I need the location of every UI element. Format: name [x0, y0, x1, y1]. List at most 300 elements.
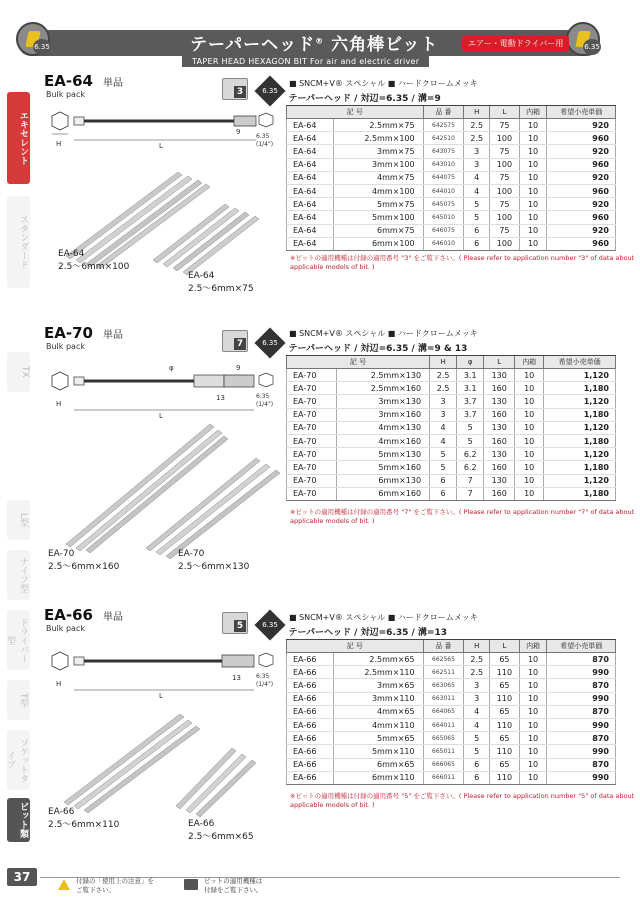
table-caption: テーパーヘッド / 対辺=6.35 / 溝=13: [287, 624, 616, 640]
table-row: [287, 487, 616, 500]
cell-box: 10: [515, 395, 544, 408]
cell-box: 10: [519, 679, 547, 692]
svg-text:φ: φ: [169, 364, 174, 372]
header-hinban: 品 番: [423, 106, 464, 119]
cell-box: 10: [519, 145, 547, 158]
cell-H: 2.5: [464, 119, 490, 132]
table-row: [287, 408, 616, 421]
cell-box: 10: [515, 421, 544, 434]
pack-count-icon: 5: [222, 612, 248, 634]
cell-price: 870: [547, 679, 616, 692]
book-icon: [184, 879, 198, 890]
cell-price: 960: [547, 237, 616, 250]
sidebar-item-knife-type[interactable]: ナイフ型: [7, 550, 30, 600]
cell-H: 6: [464, 771, 490, 784]
cell-L: 100: [490, 184, 520, 197]
cell-model: EA-64: [287, 145, 334, 158]
table-row: [287, 184, 616, 197]
cell-H: 2.5: [430, 369, 457, 382]
cell-model: EA-66: [287, 692, 334, 705]
page-title: テーパーヘッド® 六角棒ビット: [190, 35, 439, 55]
cell-size: 3mm×65: [334, 679, 423, 692]
cell-box: 10: [515, 434, 544, 447]
table-row: [287, 369, 616, 382]
cell-model: EA-70: [287, 408, 337, 421]
cell-box: 10: [515, 382, 544, 395]
cell-phi: 5: [457, 434, 484, 447]
cell-price: 1,120: [544, 448, 616, 461]
cell-L: 160: [484, 408, 515, 421]
table-row: [287, 158, 616, 171]
cell-size: 2.5mm×100: [334, 132, 423, 145]
svg-text:(1/4"): (1/4"): [256, 681, 274, 688]
cell-price: 990: [547, 666, 616, 679]
cell-code: 644075: [423, 171, 464, 184]
driver-bit-icon: 6.35: [566, 22, 600, 56]
usage-caution-note: 付録の「使用上の注意」を ご覧下さい。: [76, 877, 154, 894]
cell-H: 6: [430, 474, 457, 487]
svg-text:(1/4"): (1/4"): [256, 141, 274, 148]
cell-code: 645075: [423, 198, 464, 211]
cell-code: 644010: [423, 184, 464, 197]
hex-size-badge: 6.35: [254, 75, 285, 106]
header-price: 希望小売単価: [547, 106, 616, 119]
table-caption: テーパーヘッド / 対辺=6.35 / 溝=9 & 13: [287, 340, 616, 356]
product-photo-bits-short: [145, 190, 285, 280]
cell-price: 920: [547, 171, 616, 184]
sidebar-item-t-type[interactable]: T型: [7, 680, 30, 720]
cell-box: 10: [519, 184, 547, 197]
cell-code: 664065: [423, 705, 464, 718]
material-spec: ■ SNCM+V® スペシャル ■ ハードクロームメッキ: [289, 79, 478, 88]
cell-H: 2.5: [464, 653, 490, 666]
cell-phi: 6.2: [457, 448, 484, 461]
cell-price: 1,180: [544, 461, 616, 474]
header-hinban: 品 番: [423, 640, 464, 653]
header-h: H: [430, 356, 457, 369]
sidebar-item-standard[interactable]: スタンダード: [7, 196, 30, 288]
cell-code: 663011: [423, 692, 464, 705]
cell-model: EA-66: [287, 666, 334, 679]
cell-H: 5: [430, 461, 457, 474]
cell-code: 643075: [423, 145, 464, 158]
cell-L: 75: [490, 198, 520, 211]
cell-model: EA-66: [287, 732, 334, 745]
cell-price: 990: [547, 718, 616, 731]
cell-H: 3: [464, 145, 490, 158]
cell-L: 130: [484, 448, 515, 461]
table-row: [287, 718, 616, 731]
cell-size: 6mm×75: [334, 224, 423, 237]
cell-size: 3mm×110: [334, 692, 423, 705]
cell-price: 1,180: [544, 408, 616, 421]
header-inner-box: 内箱: [519, 106, 547, 119]
cell-box: 10: [519, 758, 547, 771]
cell-size: 2.5mm×75: [334, 119, 423, 132]
svg-text:9: 9: [236, 128, 241, 136]
cell-box: 10: [519, 666, 547, 679]
cell-model: EA-64: [287, 184, 334, 197]
cell-price: 1,180: [544, 434, 616, 447]
svg-text:L: L: [159, 692, 163, 700]
cell-code: 662511: [423, 666, 464, 679]
cell-price: 960: [547, 184, 616, 197]
cell-price: 1,120: [544, 421, 616, 434]
cell-model: EA-70: [287, 369, 337, 382]
cell-size: 2.5mm×160: [336, 382, 430, 395]
cell-size: 5mm×160: [336, 461, 430, 474]
cell-size: 5mm×130: [336, 448, 430, 461]
table-row: [287, 745, 616, 758]
cell-L: 160: [484, 487, 515, 500]
cell-model: EA-66: [287, 653, 334, 666]
cell-H: 4: [464, 184, 490, 197]
application-note: ※ビットの適用機種は付録の適用番号 "7" をご覧下さい。( Please refer to application number "7" of data about applicable models of bit. ): [290, 508, 635, 525]
cell-model: EA-64: [287, 211, 334, 224]
cell-code: 643010: [423, 158, 464, 171]
cell-L: 110: [490, 718, 520, 731]
warning-icon: [58, 879, 70, 890]
header-kigo: 記 号: [287, 356, 430, 369]
photo-caption: EA-66 2.5〜6mm×65: [188, 819, 254, 842]
cell-size: 5mm×75: [334, 198, 423, 211]
cell-size: 4mm×160: [336, 434, 430, 447]
sidebar-item-excellent[interactable]: エキセレント: [7, 92, 30, 184]
cell-L: 100: [490, 211, 520, 224]
cell-L: 110: [490, 745, 520, 758]
cell-phi: 3.1: [457, 369, 484, 382]
svg-text:13: 13: [232, 674, 241, 682]
section-title: EA-64 単品: [44, 72, 123, 90]
cell-phi: 7: [457, 487, 484, 500]
cell-box: 10: [519, 705, 547, 718]
sidebar-item-bits[interactable]: ビット類: [7, 798, 30, 842]
cell-box: 10: [519, 224, 547, 237]
cell-box: 10: [515, 448, 544, 461]
cell-size: 3mm×100: [334, 158, 423, 171]
table-row: [287, 198, 616, 211]
cell-model: EA-64: [287, 158, 334, 171]
cell-model: EA-64: [287, 237, 334, 250]
cell-box: 10: [519, 718, 547, 731]
cell-model: EA-64: [287, 132, 334, 145]
cell-code: 645010: [423, 211, 464, 224]
cell-H: 5: [464, 745, 490, 758]
table-row: [287, 421, 616, 434]
cell-size: 3mm×130: [336, 395, 430, 408]
cell-box: 10: [519, 158, 547, 171]
cell-H: 2.5: [464, 666, 490, 679]
hex-size-badge: 6.35: [254, 327, 285, 358]
cell-box: 10: [519, 692, 547, 705]
svg-text:6.35: 6.35: [256, 393, 270, 400]
sidebar-item-tx[interactable]: TX: [7, 352, 30, 392]
hex-size-badge: 6.35: [254, 609, 285, 640]
cell-L: 110: [490, 771, 520, 784]
header-price: 希望小売単価: [544, 356, 616, 369]
cell-L: 130: [484, 395, 515, 408]
svg-text:H: H: [56, 680, 62, 688]
page-number: 37: [7, 868, 37, 886]
svg-text:H: H: [56, 140, 62, 148]
cell-H: 3: [464, 679, 490, 692]
cell-size: 4mm×65: [334, 705, 423, 718]
cell-H: 4: [430, 434, 457, 447]
table-row: [287, 448, 616, 461]
cell-H: 3: [430, 395, 457, 408]
cell-model: EA-64: [287, 224, 334, 237]
cell-H: 6: [464, 758, 490, 771]
cell-price: 920: [547, 224, 616, 237]
header-kigo: 記 号: [287, 640, 424, 653]
cell-price: 870: [547, 653, 616, 666]
driver-bit-icon: 6.35: [16, 22, 50, 56]
svg-text:13: 13: [216, 394, 225, 402]
page-subtitle: TAPER HEAD HEXAGON BIT For air and electric driver: [182, 56, 429, 67]
cell-box: 10: [519, 198, 547, 211]
cell-L: 110: [490, 666, 520, 679]
cell-box: 10: [515, 487, 544, 500]
table-row: [287, 171, 616, 184]
table-row: [287, 145, 616, 158]
cell-code: 665065: [423, 732, 464, 745]
cell-size: 5mm×65: [334, 732, 423, 745]
table-row: [287, 692, 616, 705]
header-l: L: [490, 106, 520, 119]
table-row: [287, 395, 616, 408]
cell-model: EA-70: [287, 395, 337, 408]
table-row: [287, 237, 616, 250]
cell-model: EA-66: [287, 718, 334, 731]
cell-box: 10: [519, 732, 547, 745]
cell-L: 130: [484, 474, 515, 487]
cell-L: 75: [490, 119, 520, 132]
cell-L: 160: [484, 434, 515, 447]
bulk-pack-label: Bulk pack: [46, 342, 85, 351]
table-row: [287, 705, 616, 718]
header-phi: φ: [457, 356, 484, 369]
cell-H: 5: [464, 198, 490, 211]
section-title: EA-66 単品: [44, 606, 123, 624]
cell-box: 10: [519, 771, 547, 784]
cell-H: 5: [430, 448, 457, 461]
cell-size: 5mm×100: [334, 211, 423, 224]
cell-H: 3: [430, 408, 457, 421]
spec-table: [286, 340, 616, 501]
cell-price: 1,120: [544, 369, 616, 382]
cell-price: 920: [547, 198, 616, 211]
material-spec: ■ SNCM+V® スペシャル ■ ハードクロームメッキ: [289, 329, 478, 338]
header-inner-box: 内箱: [519, 640, 547, 653]
cell-size: 3mm×75: [334, 145, 423, 158]
cell-L: 65: [490, 653, 520, 666]
sidebar-item-socket-type[interactable]: ソケットタイプ: [7, 730, 30, 790]
table-row: [287, 679, 616, 692]
svg-text:6.35: 6.35: [256, 673, 270, 680]
spec-table: [286, 90, 616, 251]
photo-caption: EA-64 2.5〜6mm×75: [188, 271, 254, 294]
cell-size: 4mm×110: [334, 718, 423, 731]
cell-price: 1,180: [544, 382, 616, 395]
cell-price: 960: [547, 132, 616, 145]
sidebar-item-driver-type[interactable]: ドライバー型: [7, 610, 30, 670]
cell-box: 10: [519, 211, 547, 224]
cell-model: EA-70: [287, 474, 337, 487]
cell-size: 5mm×110: [334, 745, 423, 758]
product-photo-bits-short: [140, 452, 285, 562]
photo-caption: EA-64 2.5〜6mm×100: [58, 249, 130, 272]
spec-table: [286, 624, 616, 785]
cell-L: 75: [490, 171, 520, 184]
table-row: [287, 461, 616, 474]
cell-code: 642510: [423, 132, 464, 145]
table-row: [287, 771, 616, 784]
dimension-drawing: [44, 104, 284, 154]
cell-price: 870: [547, 732, 616, 745]
cell-phi: 6.2: [457, 461, 484, 474]
cell-phi: 3.7: [457, 395, 484, 408]
cell-H: 4: [464, 718, 490, 731]
cell-model: EA-64: [287, 119, 334, 132]
cell-L: 65: [490, 705, 520, 718]
cell-H: 6: [464, 237, 490, 250]
cell-H: 3: [464, 692, 490, 705]
cell-L: 65: [490, 732, 520, 745]
table-row: [287, 653, 616, 666]
cell-box: 10: [519, 132, 547, 145]
cell-code: 664011: [423, 718, 464, 731]
cell-L: 75: [490, 145, 520, 158]
cell-price: 920: [547, 119, 616, 132]
cell-size: 6mm×160: [336, 487, 430, 500]
cell-model: EA-70: [287, 421, 337, 434]
header-inner-box: 内箱: [515, 356, 544, 369]
cell-H: 5: [464, 732, 490, 745]
cell-box: 10: [515, 461, 544, 474]
cell-size: 4mm×75: [334, 171, 423, 184]
cell-box: 10: [519, 119, 547, 132]
material-spec: ■ SNCM+V® スペシャル ■ ハードクロームメッキ: [289, 613, 478, 622]
cell-model: EA-66: [287, 705, 334, 718]
table-row: [287, 119, 616, 132]
cell-H: 4: [464, 705, 490, 718]
svg-text:H: H: [56, 400, 62, 408]
table-row: [287, 474, 616, 487]
cell-model: EA-64: [287, 171, 334, 184]
cell-L: 130: [484, 369, 515, 382]
cell-model: EA-70: [287, 382, 337, 395]
table-row: [287, 758, 616, 771]
cell-model: EA-70: [287, 434, 337, 447]
cell-size: 6mm×130: [336, 474, 430, 487]
cell-size: 4mm×100: [334, 184, 423, 197]
cell-L: 100: [490, 132, 520, 145]
cell-L: 130: [484, 421, 515, 434]
header-l: L: [490, 640, 520, 653]
dimension-drawing: [44, 640, 284, 700]
application-note: ※ビットの適用機種は付録の適用番号 "3" をご覧下さい。( Please refer to application number "3" of data about applicable models of bit. ): [290, 254, 635, 271]
sidebar-item-l-type[interactable]: L型: [7, 500, 30, 540]
cell-size: 2.5mm×110: [334, 666, 423, 679]
table-row: [287, 434, 616, 447]
table-row: [287, 666, 616, 679]
cell-code: 646010: [423, 237, 464, 250]
usage-tag: エアー・電動ドライバー用: [462, 36, 569, 51]
cell-model: EA-70: [287, 448, 337, 461]
cell-H: 5: [464, 211, 490, 224]
svg-text:6.35: 6.35: [256, 133, 270, 140]
cell-phi: 7: [457, 474, 484, 487]
pack-count-icon: 3: [222, 78, 248, 100]
cell-H: 4: [430, 421, 457, 434]
cell-price: 1,180: [544, 487, 616, 500]
cell-price: 990: [547, 692, 616, 705]
cell-code: 662565: [423, 653, 464, 666]
cell-L: 100: [490, 158, 520, 171]
cell-box: 10: [519, 237, 547, 250]
table-row: [287, 132, 616, 145]
cell-price: 920: [547, 145, 616, 158]
header-l: L: [484, 356, 515, 369]
cell-code: 666011: [423, 771, 464, 784]
cell-size: 2.5mm×65: [334, 653, 423, 666]
cell-H: 2.5: [464, 132, 490, 145]
cell-size: 4mm×130: [336, 421, 430, 434]
cell-phi: 3.1: [457, 382, 484, 395]
cell-code: 665011: [423, 745, 464, 758]
cell-model: EA-66: [287, 771, 334, 784]
cell-L: 75: [490, 224, 520, 237]
cell-L: 110: [490, 692, 520, 705]
svg-text:9: 9: [236, 364, 241, 372]
cell-box: 10: [519, 745, 547, 758]
header-h: H: [464, 640, 490, 653]
cell-phi: 3.7: [457, 408, 484, 421]
cell-H: 4: [464, 171, 490, 184]
header-price: 希望小売単価: [547, 640, 616, 653]
cell-box: 10: [515, 408, 544, 421]
cell-size: 3mm×160: [336, 408, 430, 421]
cell-H: 3: [464, 158, 490, 171]
cell-price: 870: [547, 758, 616, 771]
cell-price: 990: [547, 745, 616, 758]
cell-model: EA-66: [287, 758, 334, 771]
cell-H: 6: [464, 224, 490, 237]
cell-model: EA-70: [287, 487, 337, 500]
photo-caption: EA-70 2.5〜6mm×160: [48, 549, 120, 572]
cell-price: 1,120: [544, 474, 616, 487]
table-row: [287, 382, 616, 395]
cell-box: 10: [515, 474, 544, 487]
cell-box: 10: [519, 171, 547, 184]
cell-code: 646075: [423, 224, 464, 237]
section-title: EA-70 単品: [44, 324, 123, 342]
table-row: [287, 732, 616, 745]
svg-text:L: L: [159, 412, 163, 420]
cell-price: 1,120: [544, 395, 616, 408]
cell-code: 666065: [423, 758, 464, 771]
table-row: [287, 211, 616, 224]
cell-box: 10: [519, 653, 547, 666]
cell-size: 6mm×100: [334, 237, 423, 250]
cell-price: 990: [547, 771, 616, 784]
product-photo-bits-short: [170, 740, 260, 820]
cell-model: EA-66: [287, 679, 334, 692]
cell-size: 2.5mm×130: [336, 369, 430, 382]
header-kigo: 記 号: [287, 106, 424, 119]
pack-count-icon: 7: [222, 330, 248, 352]
bulk-pack-label: Bulk pack: [46, 90, 85, 99]
